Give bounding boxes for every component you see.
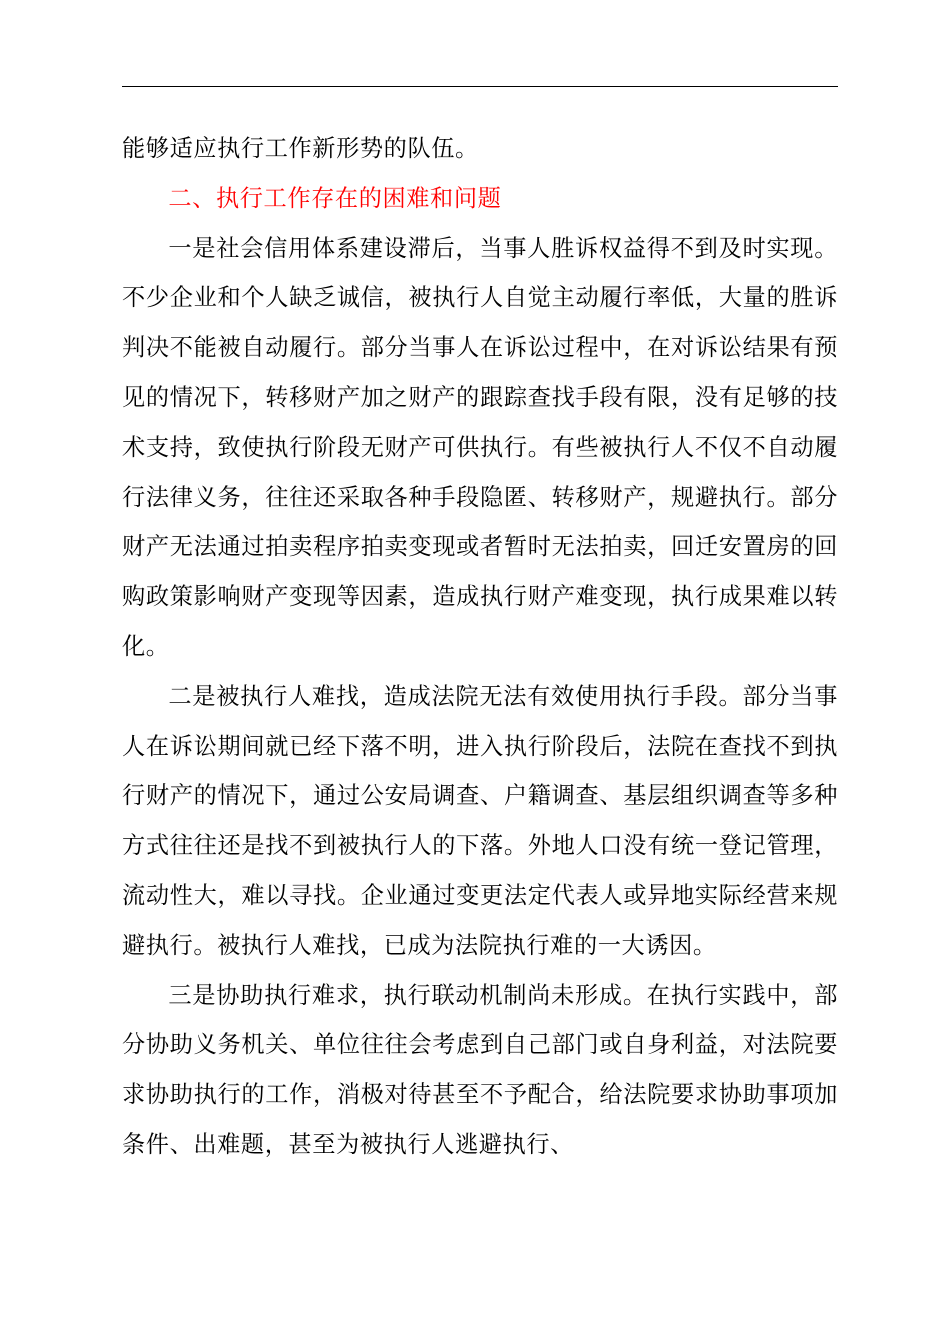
paragraph-assistance: 三是协助执行难求，执行联动机制尚未形成。在执行实践中，部分协助义务机关、单位往往会考虑到自己部门或自身利益，对法院要求协助执行的工作，消极对待甚至不予配合，给法院要求协助事项加条件、出难题，甚至为被执行人逃避执行、: [122, 981, 838, 1158]
paragraph-credit-system: 一是社会信用体系建设滞后，当事人胜诉权益得不到及时实现。不少企业和个人缺乏诚信，被执行人自觉主动履行率低，大量的胜诉判决不能被自动履行。部分当事人在诉讼过程中，在对诉讼结果有预见的情况下，转移财产加之财产的跟踪查找手段有限，没有足够的技术支持，致使执行阶段无财产可供执行。有些被执行人不仅不自动履行法律义务，往往还采取各种手段隐匿、转移财产，规避执行。部分财产无法通过拍卖程序拍卖变现或者暂时无法拍卖，回迁安置房的回购政策影响财产变现等因素，造成执行财产难变现，执行成果难以转化。: [122, 234, 838, 660]
document-body: [122, 124, 838, 1170]
header-rule: [122, 86, 838, 87]
continuation-line: 能够适应执行工作新形势的队伍。: [122, 135, 479, 162]
paragraph-missing-debtor: 二是被执行人难找，造成法院无法有效使用执行手段。部分当事人在诉讼期间就已经下落不明，进入执行阶段后，法院在查找不到执行财产的情况下，通过公安局调查、户籍调查、基层组织调查等多种方式往往还是找不到被执行人的下落。外地人口没有统一登记管理，流动性大，难以寻找。企业通过变更法定代表人或异地实际经营来规避执行。被执行人难找，已成为法院执行难的一大诱因。: [122, 682, 838, 959]
section-heading: 二、执行工作存在的困难和问题: [168, 184, 502, 212]
